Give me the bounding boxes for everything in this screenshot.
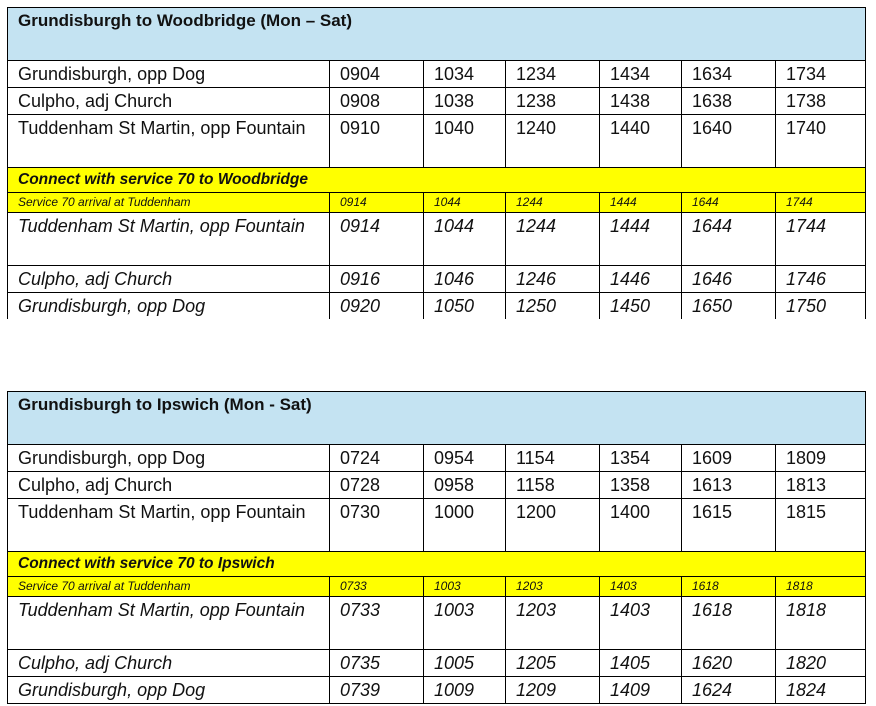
arrival-time: 1744 <box>776 193 866 213</box>
departure-time: 1038 <box>424 88 506 115</box>
stop-row <box>8 597 866 650</box>
departure-time: 1634 <box>682 61 776 88</box>
departure-time: 0904 <box>330 61 424 88</box>
departure-time: 1646 <box>682 266 776 293</box>
timetable-title-row <box>8 8 866 61</box>
arrival-time: 1244 <box>506 193 600 213</box>
departure-time: 1358 <box>600 472 682 499</box>
departure-time: 0910 <box>330 115 424 168</box>
departure-time: 0916 <box>330 266 424 293</box>
departure-time: 1205 <box>506 650 600 677</box>
stop-name: Grundisburgh, opp Dog <box>8 61 330 88</box>
departure-time: 1009 <box>424 677 506 704</box>
departure-time: 0954 <box>424 445 506 472</box>
stop-name: Tuddenham St Martin, opp Fountain <box>8 115 330 168</box>
arrival-time: 1044 <box>424 193 506 213</box>
departure-time: 0728 <box>330 472 424 499</box>
departure-time: 1409 <box>600 677 682 704</box>
departure-time: 1034 <box>424 61 506 88</box>
timetable-title: Grundisburgh to Woodbridge (Mon – Sat) <box>8 8 866 61</box>
departure-time: 1040 <box>424 115 506 168</box>
departure-time: 0914 <box>330 213 424 266</box>
departure-time: 1613 <box>682 472 776 499</box>
stop-name: Grundisburgh, opp Dog <box>8 445 330 472</box>
arrival-time: 1644 <box>682 193 776 213</box>
departure-time: 1444 <box>600 213 682 266</box>
arrival-label: Service 70 arrival at Tuddenham <box>8 193 330 213</box>
arrival-time: 1818 <box>776 577 866 597</box>
departure-time: 1005 <box>424 650 506 677</box>
stop-row <box>8 445 866 472</box>
arrival-time: 1003 <box>424 577 506 597</box>
departure-time: 0920 <box>330 293 424 320</box>
departure-time: 1405 <box>600 650 682 677</box>
departure-time: 1000 <box>424 499 506 552</box>
departure-time: 1738 <box>776 88 866 115</box>
arrival-time: 1444 <box>600 193 682 213</box>
stop-name: Grundisburgh, opp Dog <box>8 677 330 704</box>
stop-row <box>8 472 866 499</box>
departure-time: 1246 <box>506 266 600 293</box>
departure-time: 1734 <box>776 61 866 88</box>
stop-name: Tuddenham St Martin, opp Fountain <box>8 597 330 650</box>
departure-time: 1809 <box>776 445 866 472</box>
departure-time: 1440 <box>600 115 682 168</box>
departure-time: 1450 <box>600 293 682 320</box>
stop-name: Culpho, adj Church <box>8 266 330 293</box>
timetable <box>7 391 866 704</box>
arrival-time: 0914 <box>330 193 424 213</box>
timetable-title-row <box>8 392 866 445</box>
stop-row <box>8 499 866 552</box>
departure-time: 1824 <box>776 677 866 704</box>
departure-time: 0730 <box>330 499 424 552</box>
stop-name: Culpho, adj Church <box>8 88 330 115</box>
departure-time: 1158 <box>506 472 600 499</box>
departure-time: 0735 <box>330 650 424 677</box>
departure-time: 1209 <box>506 677 600 704</box>
departure-time: 1744 <box>776 213 866 266</box>
departure-time: 1234 <box>506 61 600 88</box>
timetable-title: Grundisburgh to Ipswich (Mon - Sat) <box>8 392 866 445</box>
arrival-row <box>8 193 866 213</box>
connection-row <box>8 168 866 193</box>
departure-time: 1650 <box>682 293 776 320</box>
departure-time: 0739 <box>330 677 424 704</box>
departure-time: 1050 <box>424 293 506 320</box>
arrival-time: 0733 <box>330 577 424 597</box>
departure-time: 1244 <box>506 213 600 266</box>
stop-row <box>8 213 866 266</box>
departure-time: 1609 <box>682 445 776 472</box>
connection-note: Connect with service 70 to Woodbridge <box>8 168 866 193</box>
stop-row <box>8 88 866 115</box>
departure-time: 1403 <box>600 597 682 650</box>
connection-note: Connect with service 70 to Ipswich <box>8 552 866 577</box>
arrival-time: 1618 <box>682 577 776 597</box>
stop-row <box>8 677 866 704</box>
departure-time: 1003 <box>424 597 506 650</box>
arrival-time: 1403 <box>600 577 682 597</box>
stop-name: Tuddenham St Martin, opp Fountain <box>8 213 330 266</box>
timetable <box>7 7 866 319</box>
departure-time: 1238 <box>506 88 600 115</box>
departure-time: 1354 <box>600 445 682 472</box>
departure-time: 1815 <box>776 499 866 552</box>
stop-row <box>8 266 866 293</box>
stop-name: Grundisburgh, opp Dog <box>8 293 330 320</box>
arrival-time: 1203 <box>506 577 600 597</box>
departure-time: 0733 <box>330 597 424 650</box>
departure-time: 1446 <box>600 266 682 293</box>
departure-time: 1434 <box>600 61 682 88</box>
departure-time: 1240 <box>506 115 600 168</box>
departure-time: 1818 <box>776 597 866 650</box>
departure-time: 1740 <box>776 115 866 168</box>
departure-time: 0958 <box>424 472 506 499</box>
departure-time: 1200 <box>506 499 600 552</box>
stop-row <box>8 115 866 168</box>
departure-time: 1438 <box>600 88 682 115</box>
departure-time: 1640 <box>682 115 776 168</box>
departure-time: 1644 <box>682 213 776 266</box>
departure-time: 1203 <box>506 597 600 650</box>
departure-time: 1154 <box>506 445 600 472</box>
departure-time: 1813 <box>776 472 866 499</box>
departure-time: 1400 <box>600 499 682 552</box>
departure-time: 1618 <box>682 597 776 650</box>
stop-row <box>8 293 866 320</box>
departure-time: 1746 <box>776 266 866 293</box>
departure-time: 0724 <box>330 445 424 472</box>
stop-name: Culpho, adj Church <box>8 650 330 677</box>
departure-time: 1624 <box>682 677 776 704</box>
stop-row <box>8 61 866 88</box>
stop-name: Culpho, adj Church <box>8 472 330 499</box>
stop-name: Tuddenham St Martin, opp Fountain <box>8 499 330 552</box>
departure-time: 0908 <box>330 88 424 115</box>
departure-time: 1250 <box>506 293 600 320</box>
stop-row <box>8 650 866 677</box>
departure-time: 1620 <box>682 650 776 677</box>
departure-time: 1615 <box>682 499 776 552</box>
arrival-label: Service 70 arrival at Tuddenham <box>8 577 330 597</box>
departure-time: 1638 <box>682 88 776 115</box>
departure-time: 1820 <box>776 650 866 677</box>
connection-row <box>8 552 866 577</box>
departure-time: 1046 <box>424 266 506 293</box>
departure-time: 1044 <box>424 213 506 266</box>
arrival-row <box>8 577 866 597</box>
departure-time: 1750 <box>776 293 866 320</box>
